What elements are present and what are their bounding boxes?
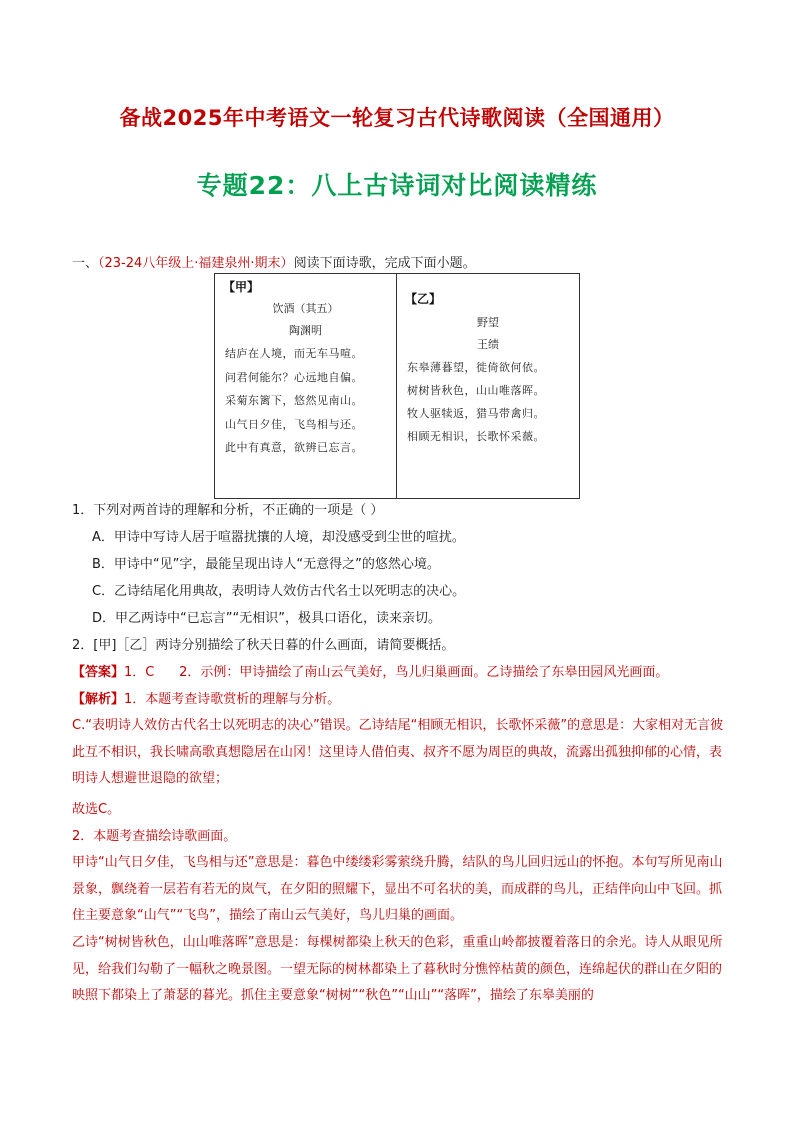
q2-stem: 2．[甲]［乙］两诗分别描绘了秋天日暮的什么画面，请简要概括。 xyxy=(72,638,455,653)
analysis-line2: 2．本题考查描绘诗歌画面。 xyxy=(72,829,237,844)
q1-option-b: B．甲诗中“见”字，最能呈现出诗人“无意得之”的悠然心境。 xyxy=(92,557,440,572)
poem-table xyxy=(214,273,580,499)
q1-option-d: D．甲乙两诗中“已忘言”“无相识”，极具口语化，读来亲切。 xyxy=(92,611,441,626)
question-prefix: 一、 xyxy=(72,256,99,271)
poem-yi-mark: 【乙】 xyxy=(405,292,442,306)
analysis-line xyxy=(72,691,736,709)
q1-stem: 1．下列对两首诗的理解和分析，不正确的一项是（ ） xyxy=(72,503,384,518)
poem-line: 采菊东篱下，悠然见南山。 xyxy=(225,394,363,407)
analysis-paragraph-1: C.“表明诗人效仿古代名士以死明志的决心”错误。乙诗结尾“相顾无相识，长歌怀采薇”的意思是：大家相对无言彼此互不相识，我长啸高歌真想隐居在山冈！这里诗人借伯夷、叔齐不愿为周臣的典故，流露出孤独抑郁的心情，表明诗人想避世退隐的欲望； xyxy=(72,718,724,786)
q1-option-a: A．甲诗中写诗人居于喧嚣扰攘的人境，却没感受到尘世的喧扰。 xyxy=(92,530,465,545)
poem-jia-author: 陶渊明 xyxy=(289,324,322,337)
poem-line: 山气日夕佳，飞鸟相与还。 xyxy=(225,417,363,431)
poem-line: 东皋薄暮望，徙倚欲何依。 xyxy=(407,361,545,374)
q1-option-c: C．乙诗结尾化用典故，表明诗人效仿古代名士以死明志的决心。 xyxy=(92,584,466,599)
poem-line: 相顾无相识，长歌怀采薇。 xyxy=(407,430,545,443)
answer-tag: 【答案】 xyxy=(72,665,125,680)
poem-jia xyxy=(215,274,397,498)
analysis-paragraph-3: 乙诗“树树皆秋色，山山唯落晖”意思是：每棵树都染上秋天的色彩，重重山岭都披覆着落日的余光。诗人从眼见所见，给我们勾勒了一幅秋之晚景图。一望无际的树林都染上了暮秋时分憔悴枯黄的颜色，连绵起伏的群山在夕阳的映照下都染上了萧瑟的暮光。抓住主要意象“树树”“秋色”“山山”“落晖”，描绘了东皋美丽的 xyxy=(72,935,723,1003)
poem-line: 此中有真意，欲辨已忘言。 xyxy=(225,441,363,454)
poem-line: 牧人驱犊返，猎马带禽归。 xyxy=(407,407,545,420)
question-source: （23-24八年级上·福建泉州·期末） xyxy=(98,256,294,271)
poem-jia-title: 饮酒（其五） xyxy=(272,302,339,315)
poem-yi-title: 野望 xyxy=(477,316,499,329)
analysis-paragraph-2: 甲诗“山气日夕佳，飞鸟相与还”意思是：暮色中缕缕彩雾萦绕升腾，结队的鸟儿回归远山的怀抱。本句写所见南山景象，飘绕着一层若有若无的岚气，在夕阳的照耀下，显出不可名状的美，而成群的鸟儿，正结伴向山中飞回。抓住主要意象“山气”“飞鸟”，描绘了南山云气美好，鸟儿归巢的画面。 xyxy=(72,855,723,923)
poem-line: 结庐在人境，而无车马喧。 xyxy=(225,347,363,360)
poem-line: 问君何能尔？心远地自偏。 xyxy=(225,370,363,384)
question-instruction: 阅读下面诗歌，完成下面小题。 xyxy=(293,256,476,271)
poem-yi xyxy=(397,274,579,498)
document-title: 备战2025年中考语文一轮复习古代诗歌阅读（全国通用） xyxy=(119,106,675,130)
analysis-conclusion: 故选C。 xyxy=(72,802,121,817)
answer-line xyxy=(72,664,736,682)
analysis-line1: 1．本题考查诗歌赏析的理解与分析。 xyxy=(124,692,341,707)
poem-yi-author: 王绩 xyxy=(477,338,499,351)
analysis-tag: 【解析】 xyxy=(72,692,125,707)
poem-jia-mark: 【甲】 xyxy=(223,280,260,294)
answer-text: 1．C 2．示例：甲诗描绘了南山云气美好，鸟儿归巢画面。乙诗描绘了东皋田园风光画面。 xyxy=(124,665,669,680)
poem-line: 树树皆秋色，山山唯落晖。 xyxy=(407,384,545,397)
topic-title: 专题22：八上古诗词对比阅读精练 xyxy=(196,171,598,200)
